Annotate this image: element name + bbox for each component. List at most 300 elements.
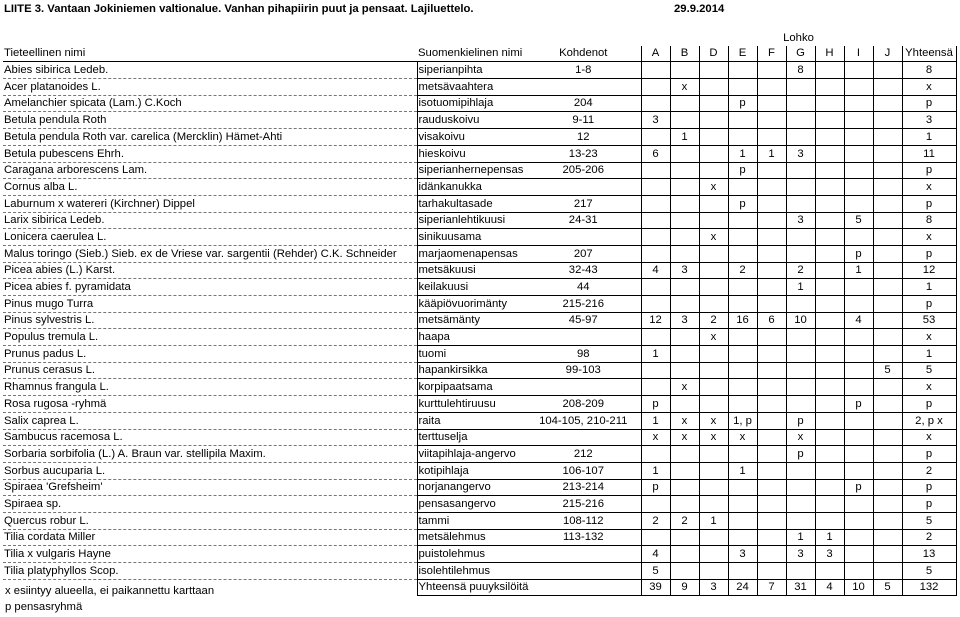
section-cell: 3: [641, 112, 670, 129]
section-cell: [699, 195, 728, 212]
grand-total-cell: 132: [902, 579, 956, 596]
section-cell: [728, 346, 757, 363]
section-header-g: G: [786, 46, 815, 62]
total-cell: p: [902, 479, 956, 496]
finnish-name-cell: metsälehmus: [417, 529, 526, 546]
scientific-name-cell: Salix caprea L.: [3, 412, 417, 429]
section-cell: [873, 245, 902, 262]
section-cell: [699, 296, 728, 313]
section-cell: [670, 195, 699, 212]
finnish-name-cell: tuomi: [417, 346, 526, 363]
section-cell: [670, 346, 699, 363]
section-cell: [699, 145, 728, 162]
totals-section-cell: 4: [815, 579, 844, 596]
section-cell: [757, 245, 786, 262]
finnish-name-cell: raita: [417, 412, 526, 429]
locations-cell: 45-97: [526, 312, 641, 329]
finnish-name-cell: hapankirsikka: [417, 362, 526, 379]
finnish-name-cell: tarhakultasade: [417, 195, 526, 212]
locations-cell: 99-103: [526, 362, 641, 379]
section-cell: [815, 212, 844, 229]
finnish-name-cell: metsäkuusi: [417, 262, 526, 279]
section-cell: [670, 279, 699, 296]
section-cell: [844, 546, 873, 563]
scientific-name-cell: Rosa rugosa -ryhmä: [3, 396, 417, 413]
locations-cell: 212: [526, 446, 641, 463]
section-cell: [844, 296, 873, 313]
scientific-name-cell: Larix sibirica Ledeb.: [3, 212, 417, 229]
scientific-name-cell: Quercus robur L.: [3, 512, 417, 529]
locations-cell: 98: [526, 346, 641, 363]
section-cell: [815, 496, 844, 513]
section-cell: 1: [757, 145, 786, 162]
section-cell: [844, 329, 873, 346]
section-cell: [844, 112, 873, 129]
table-row: [3, 446, 956, 463]
section-cell: [757, 412, 786, 429]
section-cell: 3: [786, 145, 815, 162]
legend-x: x esiintyy alueella, ei paikannettu karttaan: [5, 585, 215, 597]
section-cell: [757, 162, 786, 179]
scientific-name-cell: Betula pubescens Ehrh.: [3, 145, 417, 162]
finnish-name-cell: sinikuusama: [417, 229, 526, 246]
section-cell: [728, 245, 757, 262]
table-row: [3, 396, 956, 413]
section-cell: [641, 179, 670, 196]
locations-cell: [526, 429, 641, 446]
section-cell: [670, 362, 699, 379]
section-header-e: E: [728, 46, 757, 62]
locations-cell: 104-105, 210-211: [526, 412, 641, 429]
section-cell: [641, 95, 670, 112]
section-cell: [815, 296, 844, 313]
scientific-name-cell: Abies sibirica Ledeb.: [3, 62, 417, 79]
section-cell: [873, 462, 902, 479]
section-cell: p: [844, 396, 873, 413]
locations-cell: [526, 179, 641, 196]
finnish-name-cell: rauduskoivu: [417, 112, 526, 129]
finnish-name-header: Suomenkielinen nimi: [417, 46, 526, 62]
finnish-name-cell: puistolehmus: [417, 546, 526, 563]
section-cell: [815, 95, 844, 112]
section-cell: [699, 212, 728, 229]
section-cell: [815, 162, 844, 179]
section-cell: p: [786, 412, 815, 429]
section-cell: [728, 279, 757, 296]
section-cell: [728, 446, 757, 463]
section-cell: [844, 379, 873, 396]
section-cell: [641, 446, 670, 463]
section-cell: [873, 312, 902, 329]
section-cell: [873, 195, 902, 212]
total-cell: 2: [902, 529, 956, 546]
section-cell: [786, 296, 815, 313]
section-cell: [844, 195, 873, 212]
section-cell: [815, 346, 844, 363]
section-cell: [699, 479, 728, 496]
section-cell: [786, 195, 815, 212]
table-row: [3, 329, 956, 346]
scientific-name-cell: Populus tremula L.: [3, 329, 417, 346]
table-row: [3, 429, 956, 446]
section-cell: [873, 279, 902, 296]
section-cell: [699, 496, 728, 513]
section-cell: 6: [641, 145, 670, 162]
section-cell: [844, 229, 873, 246]
section-cell: [786, 496, 815, 513]
section-cell: [815, 179, 844, 196]
section-cell: [757, 546, 786, 563]
section-cell: [728, 296, 757, 313]
section-cell: [786, 245, 815, 262]
locations-cell: 205-206: [526, 162, 641, 179]
scientific-name-cell: Betula pendula Roth var. carelica (Mercklin) Hämet-Ahti: [3, 129, 417, 146]
section-cell: [757, 563, 786, 580]
section-cell: [641, 279, 670, 296]
section-cell: [641, 79, 670, 96]
section-cell: 8: [786, 62, 815, 79]
section-cell: [699, 162, 728, 179]
section-cell: [815, 195, 844, 212]
section-cell: [815, 446, 844, 463]
locations-cell: 208-209: [526, 396, 641, 413]
section-cell: [844, 496, 873, 513]
section-cell: [641, 162, 670, 179]
scientific-name-cell: Sorbus aucuparia L.: [3, 462, 417, 479]
section-cell: [873, 396, 902, 413]
locations-cell: 24-31: [526, 212, 641, 229]
table-row: [3, 129, 956, 146]
section-cell: [844, 563, 873, 580]
section-cell: [670, 563, 699, 580]
locations-cell: 9-11: [526, 112, 641, 129]
section-cell: [815, 329, 844, 346]
totals-section-cell: 9: [670, 579, 699, 596]
table-row: [3, 229, 956, 246]
finnish-name-cell: siperianlehtikuusi: [417, 212, 526, 229]
finnish-name-cell: terttuselja: [417, 429, 526, 446]
section-cell: 1: [786, 279, 815, 296]
section-cell: 1: [728, 462, 757, 479]
section-cell: [873, 429, 902, 446]
finnish-name-cell: pensasangervo: [417, 496, 526, 513]
section-cell: [670, 496, 699, 513]
section-cell: [757, 496, 786, 513]
section-cell: [873, 229, 902, 246]
section-cell: [757, 112, 786, 129]
section-cell: [670, 329, 699, 346]
section-cell: [641, 245, 670, 262]
section-cell: [670, 212, 699, 229]
section-cell: [757, 296, 786, 313]
section-cell: [728, 563, 757, 580]
section-cell: 16: [728, 312, 757, 329]
section-cell: [757, 479, 786, 496]
totals-section-cell: 7: [757, 579, 786, 596]
section-cell: 1: [699, 512, 728, 529]
section-cell: [670, 245, 699, 262]
section-cell: [873, 412, 902, 429]
section-cell: [786, 79, 815, 96]
totals-section-cell: 24: [728, 579, 757, 596]
section-cell: [844, 62, 873, 79]
section-cell: x: [670, 412, 699, 429]
table-row: [3, 462, 956, 479]
section-cell: x: [699, 329, 728, 346]
section-cell: [728, 129, 757, 146]
section-cell: [670, 62, 699, 79]
section-cell: [728, 62, 757, 79]
section-cell: [786, 162, 815, 179]
section-cell: [815, 563, 844, 580]
table-row: [3, 112, 956, 129]
finnish-name-cell: keilakuusi: [417, 279, 526, 296]
section-cell: [873, 563, 902, 580]
section-cell: 5: [641, 563, 670, 580]
section-cell: [641, 379, 670, 396]
scientific-name-cell: Tilia platyphyllos Scop.: [3, 563, 417, 580]
totals-section-cell: 3: [699, 579, 728, 596]
section-cell: 5: [873, 362, 902, 379]
section-header-j: J: [873, 46, 902, 62]
table-row: [3, 162, 956, 179]
section-cell: [844, 162, 873, 179]
section-cell: [844, 129, 873, 146]
section-cell: [728, 396, 757, 413]
scientific-name-cell: Prunus cerasus L.: [3, 362, 417, 379]
section-cell: 3: [815, 546, 844, 563]
table-row: [3, 546, 956, 563]
finnish-name-cell: isolehtilehmus: [417, 563, 526, 580]
section-cell: 4: [641, 262, 670, 279]
total-cell: 13: [902, 546, 956, 563]
locations-cell: 204: [526, 95, 641, 112]
section-cell: [873, 496, 902, 513]
section-cell: x: [786, 429, 815, 446]
document-date: 29.9.2014: [674, 3, 725, 15]
table-row: [3, 62, 956, 79]
locations-cell: [526, 563, 641, 580]
section-cell: [757, 62, 786, 79]
section-cell: [757, 195, 786, 212]
table-row: [3, 362, 956, 379]
total-cell: p: [902, 95, 956, 112]
total-cell: x: [902, 229, 956, 246]
section-header-f: F: [757, 46, 786, 62]
finnish-name-cell: siperianhernepensas: [417, 162, 526, 179]
scientific-name-cell: Sorbaria sorbifolia (L.) A. Braun var. stellipila Maxim.: [3, 446, 417, 463]
section-cell: [670, 145, 699, 162]
section-cell: [844, 446, 873, 463]
locations-cell: [526, 546, 641, 563]
section-cell: [815, 312, 844, 329]
section-cell: [757, 379, 786, 396]
section-cell: [757, 179, 786, 196]
section-cell: [641, 496, 670, 513]
section-cell: 2: [699, 312, 728, 329]
scientific-name-cell: Tilia cordata Miller: [3, 529, 417, 546]
scientific-name-header: Tieteellinen nimi: [3, 46, 417, 62]
section-cell: [728, 512, 757, 529]
finnish-name-cell: hieskoivu: [417, 145, 526, 162]
section-cell: [641, 329, 670, 346]
locations-cell: [526, 79, 641, 96]
finnish-name-cell: kääpiövuorimänty: [417, 296, 526, 313]
section-cell: [873, 546, 902, 563]
section-cell: [670, 296, 699, 313]
finnish-name-cell: marjaomenapensas: [417, 245, 526, 262]
section-header-i: I: [844, 46, 873, 62]
total-cell: x: [902, 179, 956, 196]
section-cell: [786, 112, 815, 129]
finnish-name-cell: korpipaatsama: [417, 379, 526, 396]
section-cell: [641, 362, 670, 379]
total-cell: 5: [902, 362, 956, 379]
finnish-name-cell: metsämänty: [417, 312, 526, 329]
total-cell: 53: [902, 312, 956, 329]
table-row: [3, 245, 956, 262]
section-header-d: D: [699, 46, 728, 62]
section-cell: [757, 346, 786, 363]
scientific-name-cell: Spiraea 'Grefsheim': [3, 479, 417, 496]
total-cell: 1: [902, 129, 956, 146]
total-cell: 8: [902, 212, 956, 229]
section-cell: [757, 262, 786, 279]
section-cell: [815, 412, 844, 429]
section-cell: [844, 79, 873, 96]
section-cell: 4: [641, 546, 670, 563]
finnish-name-cell: tammi: [417, 512, 526, 529]
section-cell: [699, 546, 728, 563]
section-cell: [670, 95, 699, 112]
section-cell: [699, 462, 728, 479]
section-cell: [699, 79, 728, 96]
section-cell: [844, 95, 873, 112]
locations-cell: [526, 229, 641, 246]
section-cell: [757, 129, 786, 146]
legend-p: p pensasryhmä: [5, 601, 83, 613]
scientific-name-cell: Laburnum x watereri (Kirchner) Dippel: [3, 195, 417, 212]
section-cell: [757, 229, 786, 246]
section-cell: [757, 362, 786, 379]
totals-section-cell: 31: [786, 579, 815, 596]
section-cell: [844, 346, 873, 363]
section-cell: [873, 529, 902, 546]
total-cell: 12: [902, 262, 956, 279]
section-cell: [873, 346, 902, 363]
section-cell: [844, 529, 873, 546]
document-title: [4, 3, 954, 17]
section-cell: [815, 229, 844, 246]
section-cell: [873, 212, 902, 229]
table-row: [3, 95, 956, 112]
species-table-body: [3, 30, 956, 596]
total-header: Yhteensä: [902, 46, 956, 62]
section-cell: [699, 95, 728, 112]
section-cell: [757, 329, 786, 346]
section-cell: [815, 379, 844, 396]
section-header-b: B: [670, 46, 699, 62]
section-cell: 1: [728, 145, 757, 162]
section-cell: [873, 179, 902, 196]
table-row: [3, 529, 956, 546]
total-cell: 1: [902, 279, 956, 296]
locations-cell: 12: [526, 129, 641, 146]
section-cell: [728, 479, 757, 496]
section-cell: 1: [641, 462, 670, 479]
section-cell: [670, 529, 699, 546]
section-cell: [786, 462, 815, 479]
species-table: [3, 30, 957, 596]
section-cell: [757, 95, 786, 112]
section-cell: x: [670, 379, 699, 396]
total-cell: 3: [902, 112, 956, 129]
total-cell: x: [902, 379, 956, 396]
section-cell: p: [844, 479, 873, 496]
section-cell: [757, 529, 786, 546]
section-cell: [786, 512, 815, 529]
table-row: [3, 563, 956, 580]
total-cell: x: [902, 429, 956, 446]
section-cell: [670, 479, 699, 496]
section-cell: 3: [786, 546, 815, 563]
section-cell: [815, 429, 844, 446]
section-cell: [815, 129, 844, 146]
section-cell: p: [786, 446, 815, 463]
section-cell: [786, 362, 815, 379]
section-cell: 2: [728, 262, 757, 279]
finnish-name-cell: metsävaahtera: [417, 79, 526, 96]
scientific-name-cell: Caragana arborescens Lam.: [3, 162, 417, 179]
section-cell: 3: [728, 546, 757, 563]
total-cell: 11: [902, 145, 956, 162]
scientific-name-cell: Pinus mugo Turra: [3, 296, 417, 313]
section-cell: [873, 95, 902, 112]
section-cell: [786, 346, 815, 363]
total-cell: p: [902, 396, 956, 413]
locations-cell: 106-107: [526, 462, 641, 479]
scientific-name-cell: Tilia x vulgaris Hayne: [3, 546, 417, 563]
section-cell: x: [670, 79, 699, 96]
table-row: [3, 179, 956, 196]
section-cell: p: [728, 195, 757, 212]
section-cell: [699, 362, 728, 379]
section-cell: 1: [641, 346, 670, 363]
section-cell: [873, 379, 902, 396]
scientific-name-cell: Sambucus racemosa L.: [3, 429, 417, 446]
total-cell: p: [902, 496, 956, 513]
section-cell: [786, 396, 815, 413]
section-cell: [641, 212, 670, 229]
section-cell: [873, 329, 902, 346]
section-cell: [699, 446, 728, 463]
section-cell: [670, 112, 699, 129]
section-cell: [728, 329, 757, 346]
scientific-name-cell: Picea abies f. pyramidata: [3, 279, 417, 296]
section-cell: [670, 162, 699, 179]
section-cell: p: [728, 95, 757, 112]
section-cell: 3: [670, 262, 699, 279]
table-row: [3, 145, 956, 162]
section-cell: [699, 129, 728, 146]
section-cell: [786, 179, 815, 196]
section-cell: [873, 145, 902, 162]
section-header-h: H: [815, 46, 844, 62]
section-cell: [699, 262, 728, 279]
section-cell: [844, 145, 873, 162]
section-cell: 2: [786, 262, 815, 279]
section-cell: [699, 563, 728, 580]
